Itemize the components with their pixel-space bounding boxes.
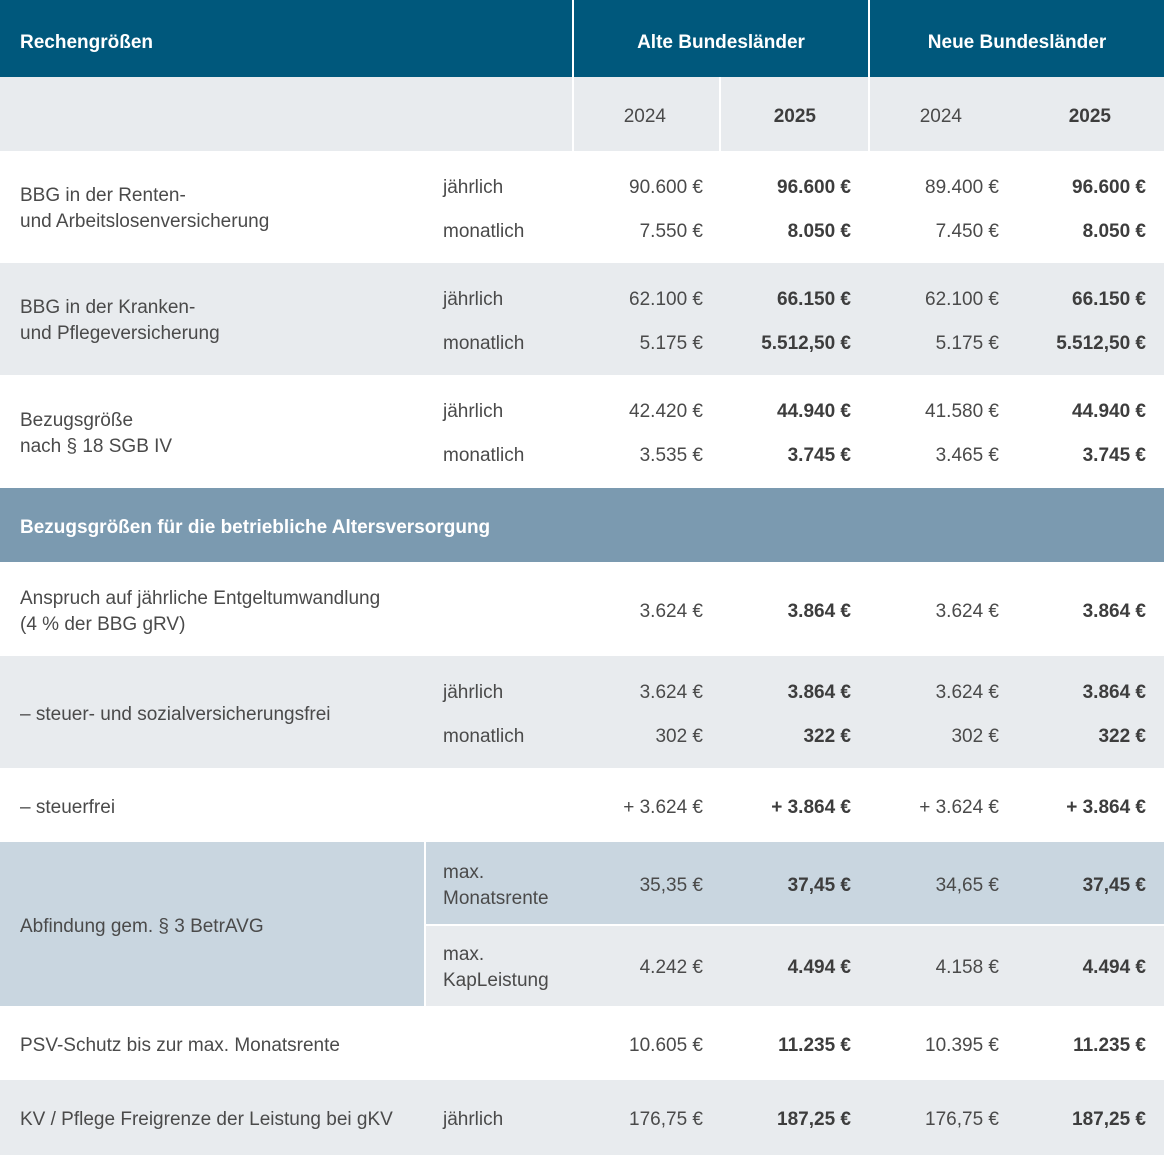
table-row-steuerfrei bbox=[0, 768, 1164, 842]
sub-label: KapLeistung bbox=[443, 970, 549, 991]
cell-value: 62.100 € bbox=[925, 289, 999, 310]
year-old-2025: 2025 bbox=[773, 106, 816, 127]
cell-value: 3.624 € bbox=[639, 601, 703, 622]
row-label: – steuerfrei bbox=[20, 797, 116, 818]
cell-value: 90.600 € bbox=[629, 177, 703, 198]
cell-value: 3.624 € bbox=[639, 682, 703, 703]
row-label: Bezugsgröße bbox=[20, 410, 134, 431]
year-divider bbox=[572, 77, 574, 151]
cell-value: 3.745 € bbox=[787, 445, 851, 466]
header-divider bbox=[868, 0, 870, 77]
section-title: Bezugsgrößen für die betriebliche Altersversorgung bbox=[20, 517, 491, 538]
cell-value: 3.624 € bbox=[935, 601, 999, 622]
cell-value: 89.400 € bbox=[925, 177, 999, 198]
cell-value: 8.050 € bbox=[1082, 221, 1146, 242]
cell-value: 5.512,50 € bbox=[761, 333, 851, 354]
table-row-bbg-rente bbox=[0, 151, 1164, 263]
table-row-stsvfrei bbox=[0, 656, 1164, 768]
cell-value: 10.395 € bbox=[925, 1035, 999, 1056]
cell-value: 37,45 € bbox=[787, 875, 851, 896]
period-label: jährlich bbox=[443, 401, 504, 422]
header-col-label: Rechengrößen bbox=[20, 32, 154, 53]
header-group-old: Alte Bundesländer bbox=[637, 32, 805, 53]
period-label: monatlich bbox=[443, 726, 525, 747]
table-row-bbg-kranken bbox=[0, 263, 1164, 375]
cell-value: 4.158 € bbox=[935, 957, 999, 978]
row-label: Anspruch auf jährliche Entgeltumwandlung bbox=[20, 588, 381, 609]
table-header bbox=[0, 0, 1164, 77]
cell-value: 3.624 € bbox=[935, 682, 999, 703]
table-row-abfindung bbox=[0, 842, 1164, 1006]
table-row-kv bbox=[0, 1080, 1164, 1155]
sub-label: max. bbox=[443, 862, 485, 883]
table-row-psv bbox=[0, 1006, 1164, 1080]
period-label: monatlich bbox=[443, 221, 525, 242]
cell-value: 7.450 € bbox=[935, 221, 999, 242]
cell-value: 4.494 € bbox=[787, 957, 851, 978]
row-label: BBG in der Kranken- bbox=[20, 297, 196, 318]
cell-value: 3.864 € bbox=[787, 682, 851, 703]
table-row-bezugsgroesse bbox=[0, 375, 1164, 488]
header-group-new: Neue Bundesländer bbox=[927, 32, 1107, 53]
year-old-2024: 2024 bbox=[623, 106, 666, 127]
row-label: – steuer- und sozialversicherungsfrei bbox=[20, 704, 331, 725]
cell-value: 302 € bbox=[951, 726, 999, 747]
header-divider bbox=[572, 0, 574, 77]
cell-value: + 3.624 € bbox=[623, 797, 703, 818]
row-label: und Pflegeversicherung bbox=[20, 323, 220, 344]
row-label: (4 % der BBG gRV) bbox=[20, 614, 186, 635]
period-label: jährlich bbox=[443, 289, 504, 310]
cell-value: 10.605 € bbox=[629, 1035, 703, 1056]
row-label: und Arbeitslosenversicherung bbox=[20, 211, 270, 232]
cell-value: + 3.864 € bbox=[1066, 797, 1146, 818]
cell-value: 35,35 € bbox=[639, 875, 703, 896]
cell-value: 34,65 € bbox=[935, 875, 999, 896]
cell-value: 66.150 € bbox=[777, 289, 851, 310]
cell-value: + 3.624 € bbox=[919, 797, 999, 818]
cell-value: 3.745 € bbox=[1082, 445, 1146, 466]
cell-value: 3.864 € bbox=[1082, 601, 1146, 622]
cell-value: 302 € bbox=[655, 726, 703, 747]
cell-value: 322 € bbox=[1098, 726, 1146, 747]
cell-value: 8.050 € bbox=[787, 221, 851, 242]
cell-value: 176,75 € bbox=[629, 1109, 703, 1130]
cell-value: 3.465 € bbox=[935, 445, 999, 466]
row-label: PSV-Schutz bis zur max. Monatsrente bbox=[20, 1035, 340, 1056]
year-new-2024: 2024 bbox=[919, 106, 962, 127]
cell-value: + 3.864 € bbox=[771, 797, 851, 818]
cell-value: 5.175 € bbox=[935, 333, 999, 354]
cell-value: 3.864 € bbox=[1082, 682, 1146, 703]
year-divider bbox=[868, 77, 870, 151]
row-label: KV / Pflege Freigrenze der Leistung bei gKV bbox=[20, 1109, 393, 1130]
row-label: nach § 18 SGB IV bbox=[20, 436, 173, 457]
abfindung-divider bbox=[426, 924, 1164, 926]
cell-value: 7.550 € bbox=[639, 221, 703, 242]
cell-value: 41.580 € bbox=[925, 401, 999, 422]
cell-value: 66.150 € bbox=[1072, 289, 1146, 310]
section-header-bav bbox=[0, 488, 1164, 562]
year-divider bbox=[719, 77, 721, 151]
cell-value: 44.940 € bbox=[1072, 401, 1146, 422]
cell-value: 5.175 € bbox=[639, 333, 703, 354]
period-label: jährlich bbox=[443, 1109, 504, 1130]
cell-value: 11.235 € bbox=[1073, 1035, 1146, 1056]
row-label: BBG in der Renten- bbox=[20, 185, 186, 206]
cell-value: 37,45 € bbox=[1082, 875, 1146, 896]
cell-value: 42.420 € bbox=[629, 401, 703, 422]
cell-value: 187,25 € bbox=[777, 1109, 851, 1130]
cell-value: 62.100 € bbox=[629, 289, 703, 310]
period-label: monatlich bbox=[443, 445, 525, 466]
cell-value: 322 € bbox=[803, 726, 851, 747]
row-label: Abfindung gem. § 3 BetrAVG bbox=[20, 916, 264, 937]
cell-value: 11.235 € bbox=[778, 1035, 851, 1056]
table-row-anspruch bbox=[0, 562, 1164, 656]
cell-value: 3.864 € bbox=[787, 601, 851, 622]
sub-label: max. bbox=[443, 944, 485, 965]
sub-label: Monatsrente bbox=[443, 888, 549, 909]
year-header bbox=[0, 77, 1164, 151]
period-label: jährlich bbox=[443, 682, 504, 703]
cell-value: 187,25 € bbox=[1072, 1109, 1146, 1130]
cell-value: 44.940 € bbox=[777, 401, 851, 422]
year-new-2025: 2025 bbox=[1068, 106, 1111, 127]
cell-value: 176,75 € bbox=[925, 1109, 999, 1130]
period-label: monatlich bbox=[443, 333, 525, 354]
cell-value: 96.600 € bbox=[1072, 177, 1146, 198]
period-label: jährlich bbox=[443, 177, 504, 198]
cell-value: 4.242 € bbox=[639, 957, 703, 978]
cell-value: 96.600 € bbox=[777, 177, 851, 198]
cell-value: 5.512,50 € bbox=[1056, 333, 1146, 354]
cell-value: 3.535 € bbox=[639, 445, 703, 466]
cell-value: 4.494 € bbox=[1082, 957, 1146, 978]
